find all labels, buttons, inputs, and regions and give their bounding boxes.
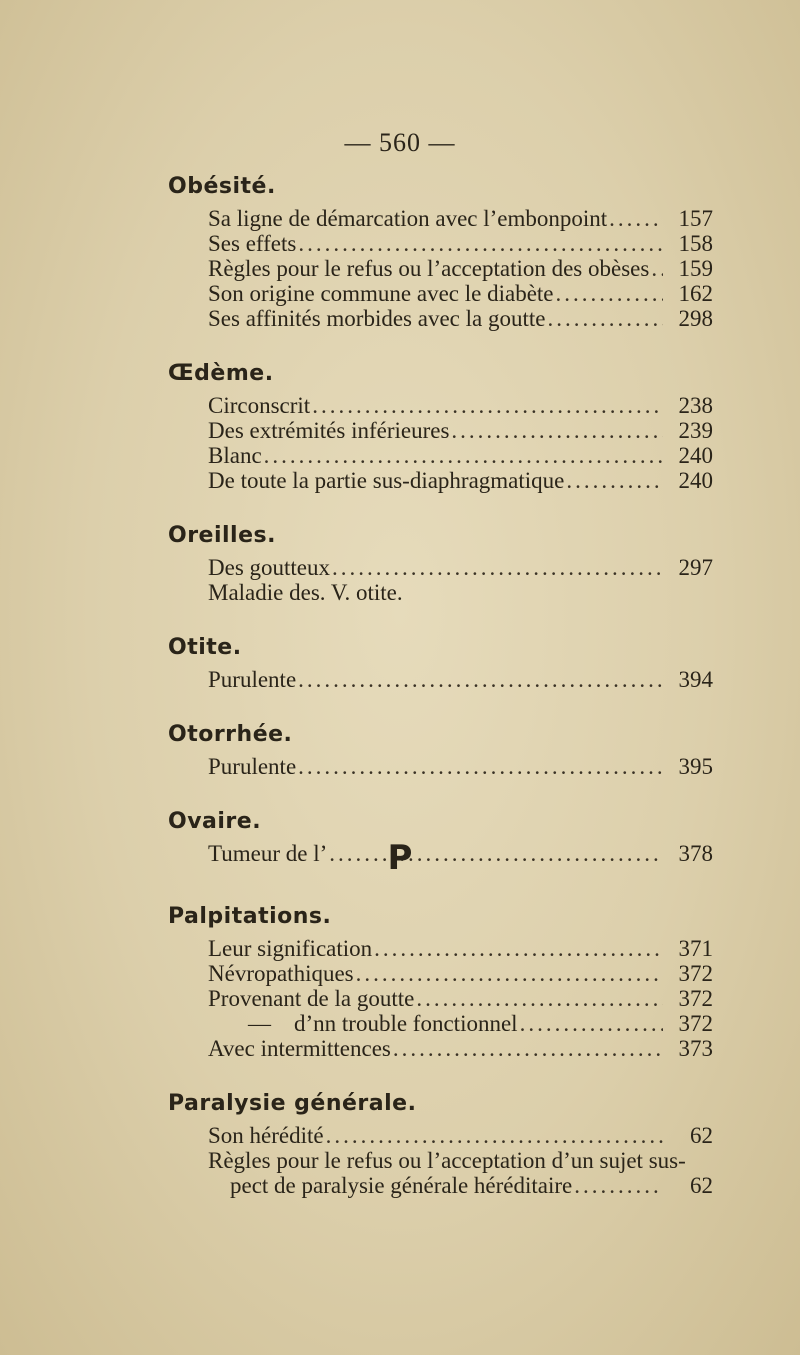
dot-leader: [566, 468, 663, 493]
index-letter-o: [168, 168, 713, 890]
entry-label: Névropathiques: [208, 961, 354, 986]
dot-leader: [332, 555, 663, 580]
entry-label: Avec intermittences: [208, 1036, 391, 1061]
index-entry: [168, 667, 713, 692]
entry-label: Son origine commune avec le diabète: [208, 281, 554, 306]
entry-page: 162: [678, 281, 713, 306]
section-heading: Oreilles.: [168, 523, 276, 548]
index-section: [168, 517, 713, 605]
index-entry: [168, 961, 713, 986]
entry-label: Provenant de la goutte: [208, 986, 415, 1011]
entry-page: 240: [678, 468, 713, 493]
index-section: [168, 898, 713, 1061]
index-section: [168, 1085, 713, 1198]
index-entry: [168, 754, 713, 779]
dot-leader: [609, 206, 663, 231]
entry-label: Leur signification: [208, 936, 373, 961]
entry-page: 240: [678, 443, 713, 468]
entry-page: 378: [678, 841, 713, 866]
entry-page: 372: [678, 1011, 713, 1036]
section-heading: Ovaire.: [168, 809, 262, 834]
page-number: — 560 —: [344, 128, 456, 157]
index-section: [168, 716, 713, 779]
index-letter-p: [168, 898, 713, 1222]
entry-page: 372: [678, 961, 713, 986]
dot-leader: [356, 961, 663, 986]
entry-label: Des goutteux: [208, 555, 331, 580]
entry-page: 298: [678, 306, 713, 331]
entry-page: 158: [678, 231, 713, 256]
entry-label: Des extrémités inférieures: [208, 418, 450, 443]
entry-page: 373: [678, 1036, 713, 1061]
index-entry: [168, 1011, 713, 1036]
index-entry: [168, 393, 713, 418]
dot-leader: [264, 443, 663, 468]
entry-label: Circonscrit: [208, 393, 311, 418]
dot-leader: [374, 936, 663, 961]
index-section: [168, 629, 713, 692]
entry-page: 62: [690, 1123, 713, 1148]
index-entry: [168, 206, 713, 231]
entry-label: Maladie des. V. otite.: [208, 580, 403, 605]
section-heading: Obésité.: [168, 174, 276, 199]
section-heading: Paralysie générale.: [168, 1091, 417, 1116]
entry-page: 238: [678, 393, 713, 418]
index-entry: [168, 1036, 713, 1061]
dot-leader: [556, 281, 663, 306]
entry-page: 371: [678, 936, 713, 961]
entry-label: Ses effets: [208, 231, 297, 256]
entry-page: 62: [690, 1173, 713, 1198]
dot-leader: [393, 1036, 663, 1061]
index-entry: [168, 580, 713, 605]
index-entry: [168, 1148, 713, 1173]
entry-label: Règles pour le refus ou l’acceptation d’un sujet sus-: [208, 1148, 686, 1173]
section-heading: Palpitations.: [168, 904, 332, 929]
index-section: [168, 168, 713, 331]
entry-label: Ses affinités morbides avec la goutte: [208, 306, 546, 331]
index-entry: [168, 281, 713, 306]
index-entry: [168, 256, 713, 281]
section-heading: Otite.: [168, 635, 242, 660]
index-entry: [168, 555, 713, 580]
entry-label: Sa ligne de démarcation avec l’embonpoint: [208, 206, 608, 231]
entry-label: pect de paralysie générale héréditaire: [230, 1173, 573, 1198]
entry-label: Tumeur de l’: [208, 841, 328, 866]
entry-label: Règles pour le refus ou l’acceptation des obèses: [208, 256, 650, 281]
index-letter-heading: P: [387, 838, 413, 878]
entry-label: Blanc: [208, 443, 262, 468]
entry-label: De toute la partie sus-diaphragmatique: [208, 468, 565, 493]
index-entry: [168, 468, 713, 493]
entry-page: 395: [678, 754, 713, 779]
dot-leader: [326, 1123, 663, 1148]
index-entry: [168, 986, 713, 1011]
dot-leader: [574, 1173, 663, 1198]
index-section: [168, 355, 713, 493]
entry-label: Purulente: [208, 754, 297, 779]
index-entry: [168, 306, 713, 331]
entry-page: 239: [678, 418, 713, 443]
index-entry: [168, 1123, 713, 1148]
dot-leader: [298, 231, 663, 256]
entry-page: 394: [678, 667, 713, 692]
entry-label: Son hérédité: [208, 1123, 324, 1148]
section-heading: Otorrhée.: [168, 722, 293, 747]
dot-leader: [547, 306, 663, 331]
entry-label: — d’nn trouble fonctionnel: [248, 1011, 518, 1036]
index-entry: [168, 1173, 713, 1198]
dot-leader: [298, 667, 663, 692]
dot-leader: [651, 256, 663, 281]
section-heading: Œdème.: [168, 361, 274, 386]
entry-label: Purulente: [208, 667, 297, 692]
entry-page: 157: [678, 206, 713, 231]
dot-leader: [312, 393, 663, 418]
dot-leader: [298, 754, 663, 779]
entry-page: 297: [678, 555, 713, 580]
dot-leader: [451, 418, 663, 443]
entry-page: 159: [678, 256, 713, 281]
index-entry: [168, 936, 713, 961]
dot-leader: [416, 986, 663, 1011]
dot-leader: [520, 1011, 663, 1036]
index-entry: [168, 443, 713, 468]
entry-page: 372: [678, 986, 713, 1011]
index-entry: [168, 418, 713, 443]
index-entry: [168, 231, 713, 256]
